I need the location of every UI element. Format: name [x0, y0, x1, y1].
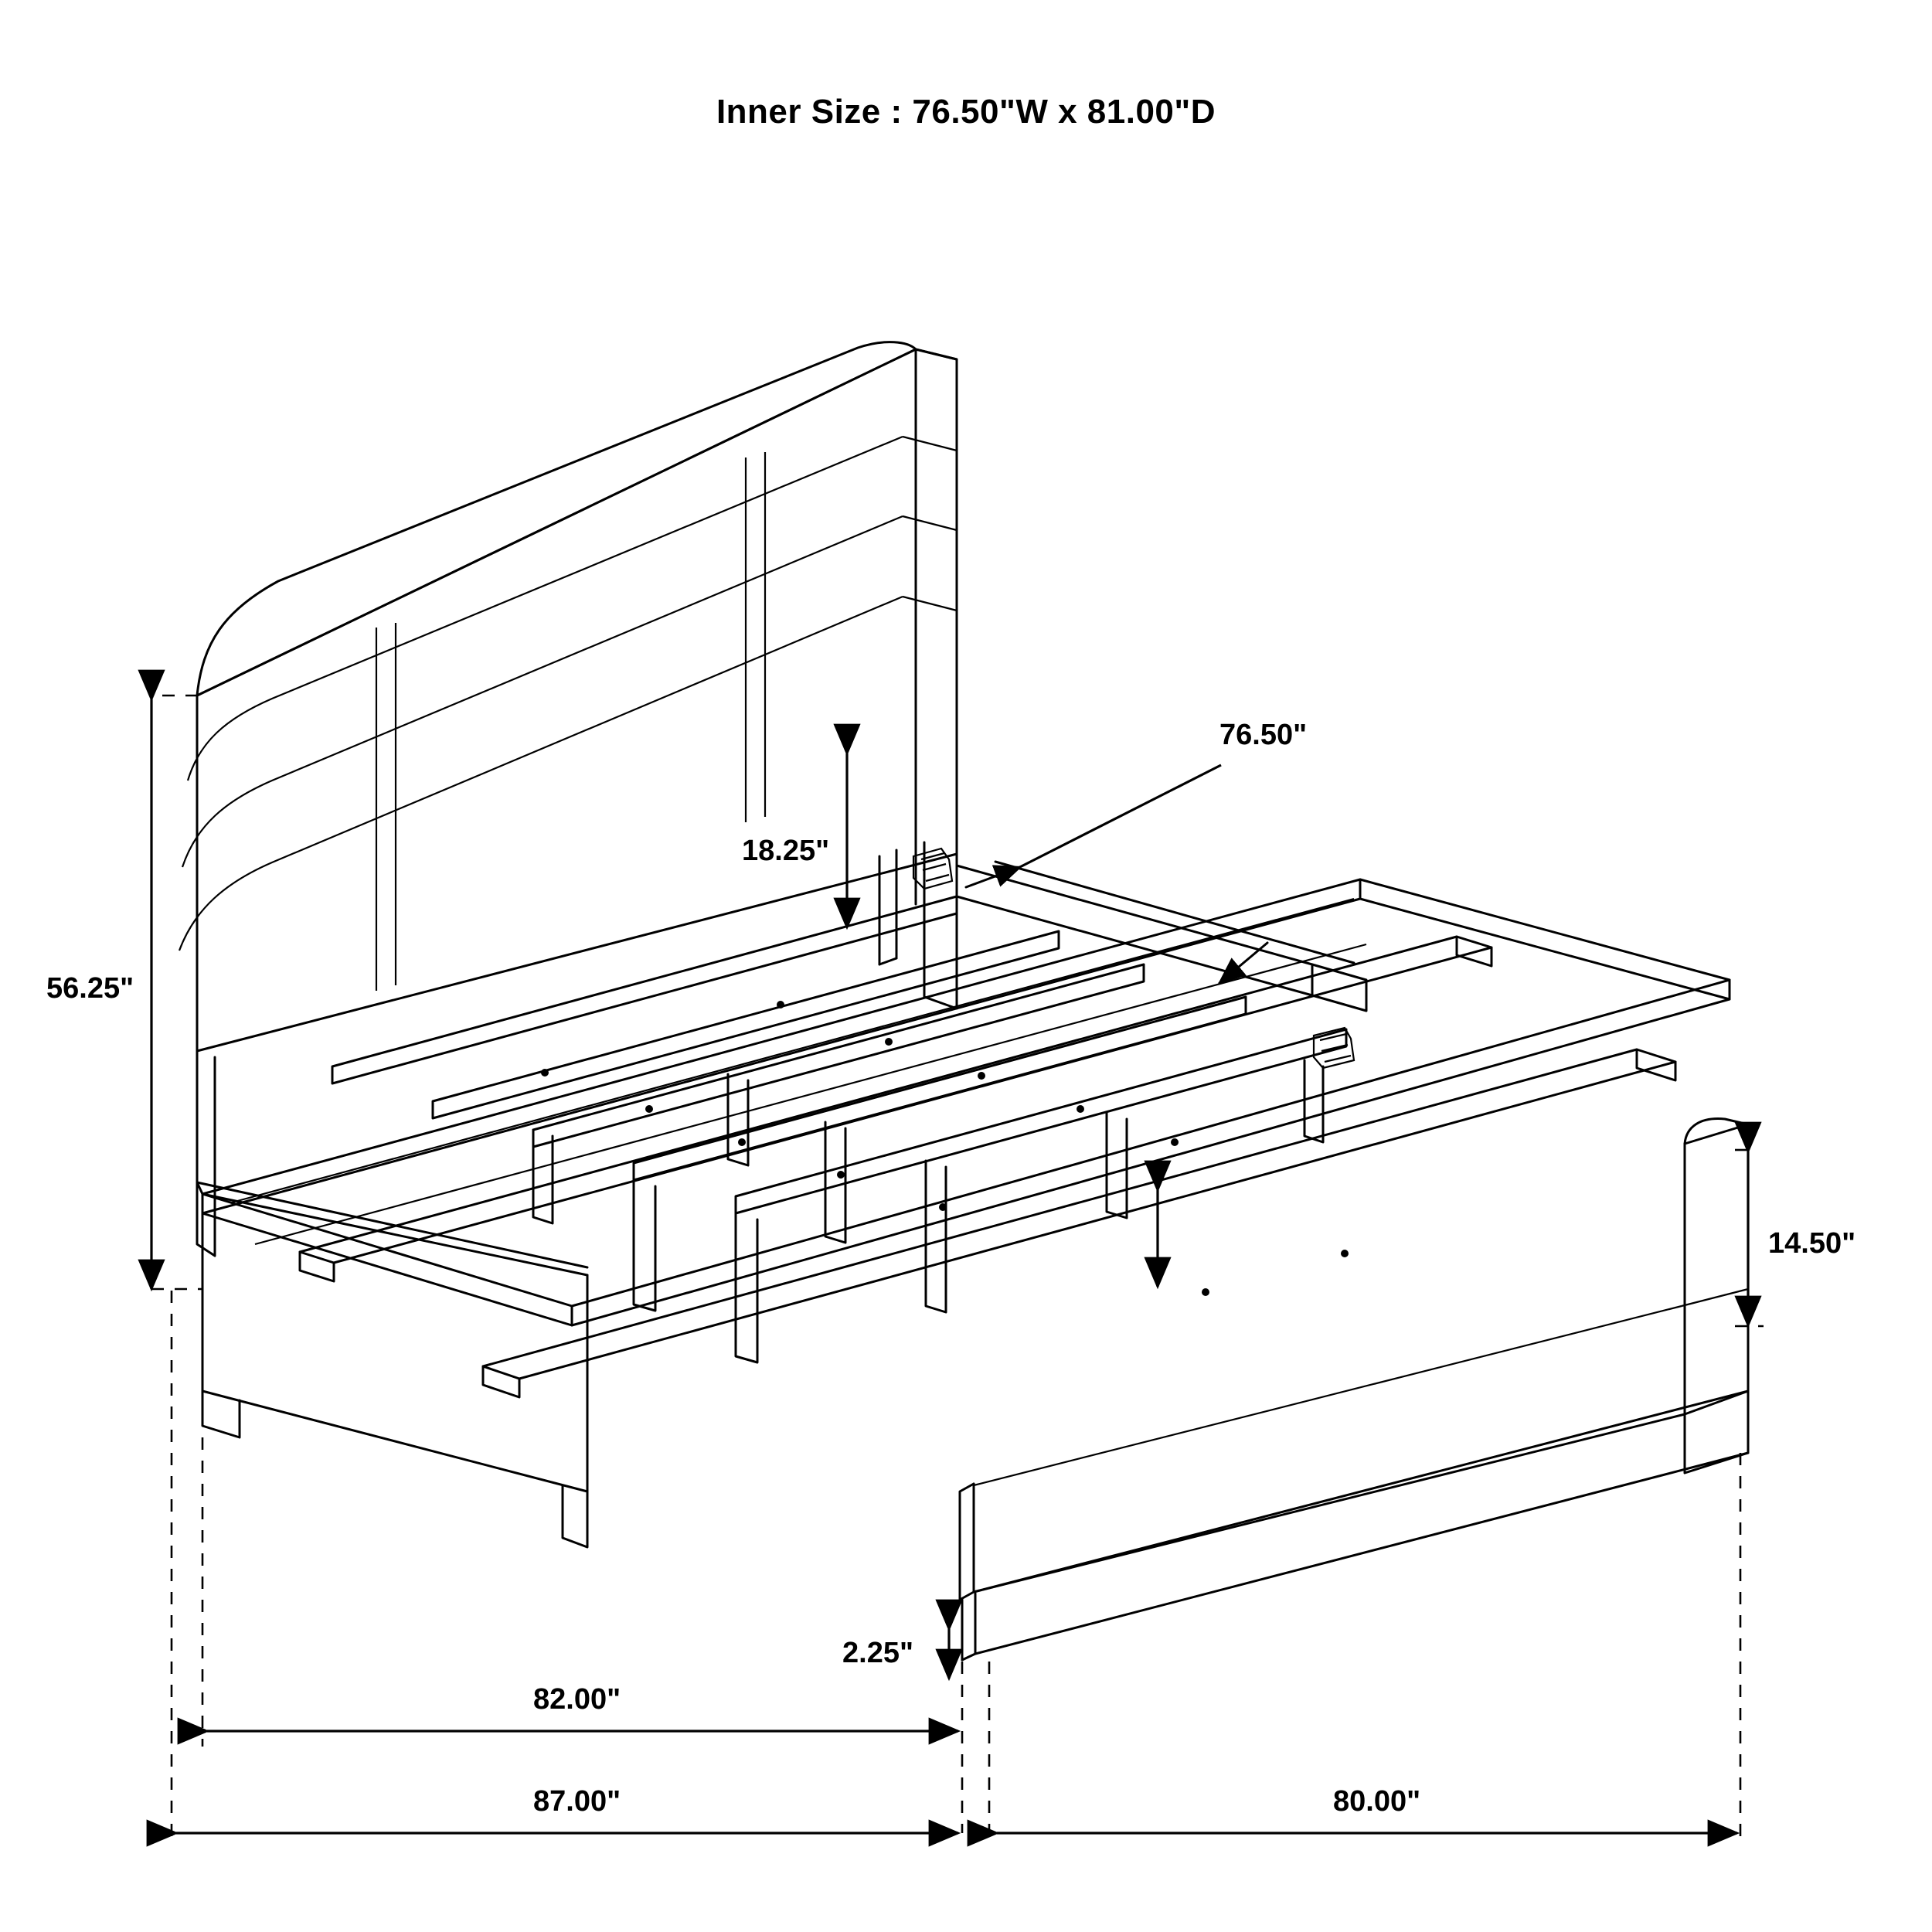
dimension-label-overall-length: 87.00" [533, 1785, 621, 1818]
dimension-label-slat-clearance: 2.25" [842, 1637, 913, 1669]
dimension-label-overall-width: 80.00" [1333, 1785, 1421, 1818]
bed-frame-rails [202, 849, 1730, 1397]
dimension-label-headboard-height: 56.25" [46, 972, 134, 1005]
dimension-label-inner-width: 76.50" [1219, 719, 1308, 751]
page-title: Inner Size : 76.50"W x 81.00"D [716, 93, 1216, 131]
footboard [960, 1119, 1748, 1660]
dimension-label-rail-length: 82.00" [533, 1683, 621, 1716]
dimension-label-headboard-clearance: 18.25" [742, 835, 830, 867]
dimension-label-footboard-height: 14.50" [1768, 1227, 1856, 1260]
